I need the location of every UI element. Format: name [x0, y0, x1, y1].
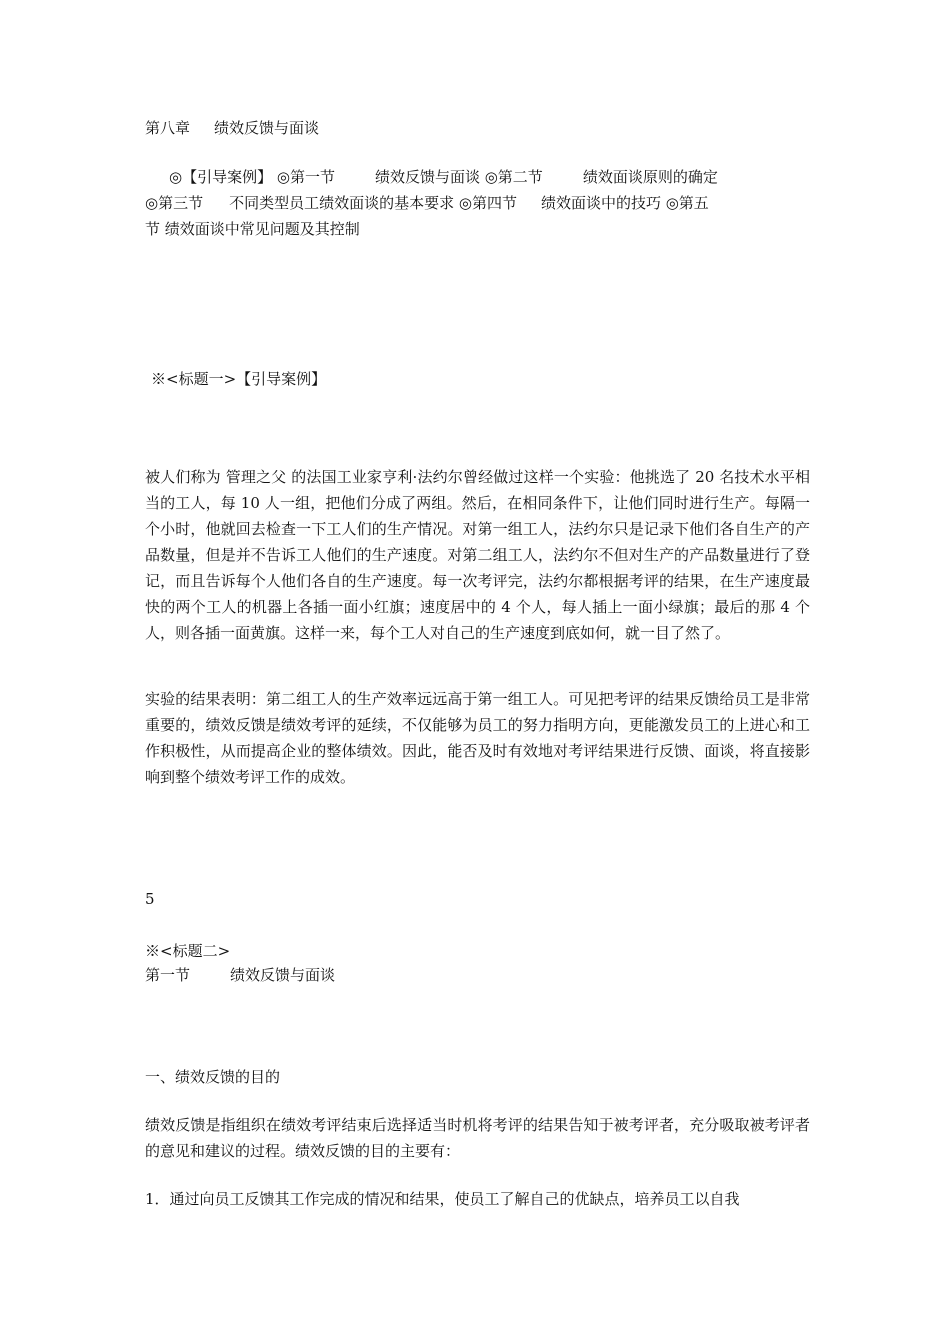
chapter-name: 绩效反馈与面谈 [214, 119, 320, 137]
heading-section-marker: ※<标题二> [145, 942, 231, 960]
toc-line-1-b: 绩效反馈与面谈 ◎第二节 [374, 168, 543, 186]
case-paragraph-2: 实验的结果表明：第二组工人的生产效率远远高于第一组工人。可见把考评的结果反馈给员工是非常重要的，绩效反馈是绩效考评的延续，不仅能够为员工的努力指明方向，更能激发员工的上进心和工作积极性，从而提高企业的整体绩效。因此，能否及时有效地对考评结果进行反馈、面谈，将直接影响到整个绩效考评工作的成效。 [145, 690, 810, 786]
heading-case: ※<标题一>【引导案例】 [151, 370, 327, 388]
list-item-1: 1．通过向员工反馈其工作完成的情况和结果，使员工了解自己的优缺点，培养员工以自我 [145, 1190, 740, 1208]
toc-line-1 [169, 164, 718, 190]
document-page [145, 0, 810, 1344]
section-name: 绩效反馈与面谈 [230, 966, 336, 984]
toc-line-1-c: 绩效面谈原则的确定 [582, 168, 718, 186]
section-paragraph: 绩效反馈是指组织在绩效考评结束后选择适当时机将考评的结果告知于被考评者，充分吸取被考评者的意见和建议的过程。绩效反馈的目的主要有： [145, 1116, 810, 1160]
heading-section-title [145, 962, 335, 988]
case-paragraph-1: 被人们称为 管理之父 的法国工业家亨利·法约尔曾经做过这样一个实验：他挑选了 20 名技术水平相当的工人，每 10 人一组，把他们分成了两组。然后，在相同条件下，让他们同时进行生产。每隔一个小时，他就回去检查一下工人们的生产情况。对第一组工人，法约尔只是记录下他们各自生产的产品数量，但是并不告诉工人他们的生产速度。对第二组工人，法约尔不但对生产的产品数量进行了登记，而且告诉每个人他们各自的生产速度。每一次考评完，法约尔都根据考评的结果，在生产速度最快的两个工人的机器上各插一面小红旗；速度居中的 4 个人，每人插上一面小绿旗；最后的那 4 个人，则各插一面黄旗。这样一来，每个工人对自己的生产速度到底如何，就一目了然了。 [145, 468, 810, 642]
toc-line-2-a: ◎第三节 [145, 194, 204, 212]
toc-line-2 [145, 190, 709, 216]
chapter-number: 第八章 [145, 119, 191, 137]
toc-line-2-b: 不同类型员工绩效面谈的基本要求 ◎第四节 [229, 194, 517, 212]
toc-line-1-a: ◎【引导案例】 ◎第一节 [169, 168, 335, 186]
toc-line-3: 节 绩效面谈中常见问题及其控制 [145, 220, 360, 238]
page-number: 5 [145, 890, 155, 908]
chapter-title [145, 115, 319, 141]
section-number: 第一节 [145, 966, 191, 984]
toc-line-2-c: 绩效面谈中的技巧 ◎第五 [540, 194, 709, 212]
subheading-feedback-purpose: 一、绩效反馈的目的 [145, 1068, 281, 1086]
